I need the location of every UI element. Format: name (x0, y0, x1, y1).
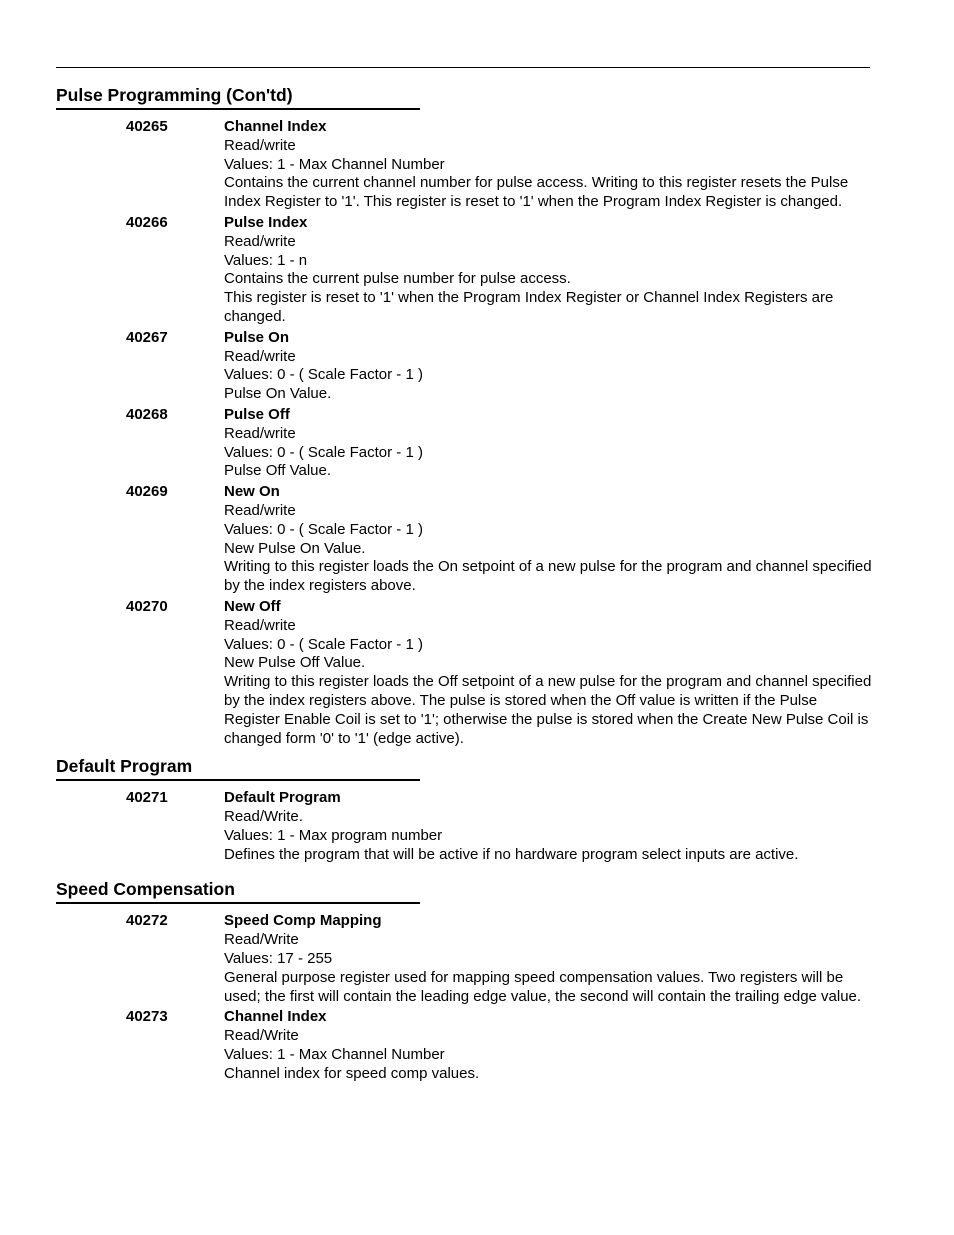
access-line: Read/write (224, 616, 296, 634)
section-default-program (56, 755, 872, 864)
document-body (56, 84, 872, 1086)
access-line: Read/write (224, 501, 296, 519)
values-line: Values: 1 - n (224, 251, 308, 269)
register-entry (56, 912, 872, 1006)
register-number: 40268 (126, 405, 168, 423)
register-number: 40269 (126, 483, 168, 501)
description-line: Channel index for speed comp values. (224, 1064, 480, 1082)
register-entry (56, 483, 872, 596)
register-details (224, 329, 872, 404)
access-line: Read/Write. (224, 808, 303, 826)
register-details (224, 1008, 872, 1083)
register-details (224, 118, 872, 212)
access-line: Read/write (224, 424, 296, 442)
register-details (224, 912, 872, 1006)
register-name: Pulse Index (224, 213, 308, 231)
values-line: Values: 17 - 255 (224, 950, 333, 968)
access-line: Read/write (224, 347, 296, 365)
register-number: 40265 (126, 118, 168, 135)
section-speed-compensation (56, 878, 872, 1083)
register-name: Default Program (224, 789, 341, 807)
section-title: Pulse Programming (Con'td) (56, 84, 420, 110)
register-entry (56, 598, 872, 748)
register-name: Pulse Off (224, 405, 290, 423)
description-line: Pulse On Value. (224, 385, 332, 403)
values-line: Values: 0 - ( Scale Factor - 1 ) (224, 443, 423, 461)
register-entry (56, 789, 872, 864)
register-name: Channel Index (224, 118, 327, 135)
description-line: Writing to this register loads the Off setpoint of a new pulse for the program and channel specified by the index registers above. The pulse is stored when the Off value is written if the Pulse Register Enable Coil is set to '1'; otherwise the pulse is stored when the Create New Pulse Coil is changed form '0' to '1' (edge active). (224, 673, 872, 747)
section-pulse-programming (56, 84, 872, 748)
register-entry (56, 214, 872, 327)
register-name: Channel Index (224, 1008, 327, 1026)
section-title: Default Program (56, 755, 420, 781)
values-line: Values: 0 - ( Scale Factor - 1 ) (224, 635, 423, 653)
register-entry (56, 118, 872, 212)
register-name: Speed Comp Mapping (224, 912, 382, 930)
values-line: Values: 1 - Max program number (224, 826, 443, 844)
header-rule (56, 67, 870, 68)
description-line: Writing to this register loads the On setpoint of a new pulse for the program and channel specified by the index registers above. (224, 558, 872, 595)
register-entry (56, 329, 872, 404)
register-number: 40267 (126, 328, 168, 346)
register-number: 40273 (126, 1008, 168, 1026)
description-line: Pulse Off Value. (224, 462, 332, 480)
access-line: Read/write (224, 232, 296, 250)
register-entry (56, 406, 872, 481)
register-number: 40272 (126, 912, 168, 930)
values-line: Values: 1 - Max Channel Number (224, 155, 445, 173)
description-line: New Pulse On Value. (224, 539, 366, 557)
register-details (224, 598, 872, 748)
register-entry (56, 1008, 872, 1083)
values-line: Values: 1 - Max Channel Number (224, 1046, 445, 1064)
register-details (224, 789, 872, 864)
register-number: 40270 (126, 597, 168, 615)
access-line: Read/write (224, 136, 296, 154)
register-name: Pulse On (224, 328, 290, 346)
description-line: Defines the program that will be active if no hardware program select inputs are active. (224, 845, 799, 863)
description-line: New Pulse Off Value. (224, 654, 366, 672)
access-line: Read/Write (224, 931, 299, 949)
values-line: Values: 0 - ( Scale Factor - 1 ) (224, 366, 423, 384)
register-number: 40271 (126, 789, 168, 807)
register-name: New On (224, 483, 280, 501)
description-line: This register is reset to '1' when the Program Index Register or Channel Index Registers are changed. (224, 289, 834, 325)
register-details (224, 406, 872, 481)
description-line: General purpose register used for mapping speed compensation values. Two registers will be used; the first will contain the leading edge value, the second will contain the trailing edge value. (224, 968, 862, 1005)
access-line: Read/Write (224, 1027, 299, 1045)
register-details (224, 483, 872, 596)
description-line: Contains the current pulse number for pulse access. (224, 270, 571, 288)
section-title: Speed Compensation (56, 878, 420, 904)
register-number: 40266 (126, 213, 168, 231)
description-line: Contains the current channel number for pulse access. Writing to this register resets the Pulse Index Register to '1'. This register is reset to '1' when the Program Index Register is changed. (224, 174, 849, 211)
values-line: Values: 0 - ( Scale Factor - 1 ) (224, 520, 423, 538)
register-details (224, 214, 872, 327)
register-name: New Off (224, 597, 281, 615)
